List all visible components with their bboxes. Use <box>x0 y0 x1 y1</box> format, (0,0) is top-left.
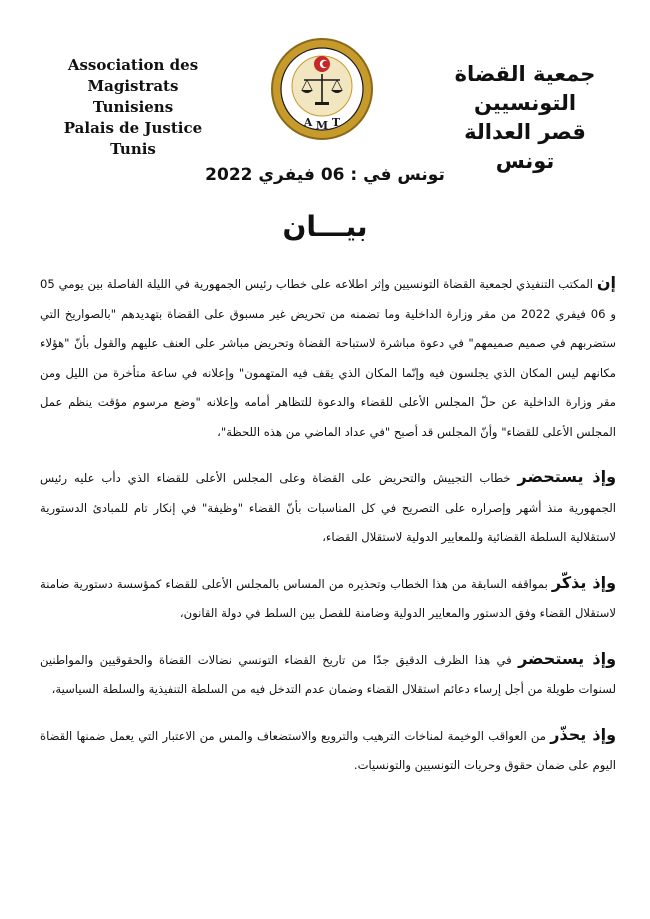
header-arabic-block <box>430 60 620 176</box>
header-fr-line: Palais de Justice <box>63 119 203 137</box>
statement-paragraph <box>40 462 616 553</box>
header-french-block <box>38 55 228 160</box>
paragraph-text: خطاب التجييش والتحريض على القضاة وعلى المجلس الأعلى للقضاء الذي دأب عليه رئيس الجمهورية منذ أشهر وإصراره على التصريح في كل المناسبات بأنّ القضاء "وظيفة" في إنكار تام للمبادئ الدستورية لاستقلالية السلطة القضائية وللمعايير الدولية لاستقلال القضاء، <box>40 471 616 544</box>
document-title: بيـــان <box>282 210 368 243</box>
paragraph-lead: إن <box>596 273 616 292</box>
header-ar-line: قصر العدالة <box>464 120 586 144</box>
statement-paragraph <box>40 268 616 447</box>
paragraph-text: من العواقب الوخيمة لمناخات الترهيب والترويع والاستضعاف والمس من الاعتبار التي يعمل ضمنها القضاة اليوم على ضمان حقوق وحريات التونسيين والتونسيات. <box>40 728 616 772</box>
logo-letter: A <box>303 116 313 129</box>
paragraph-lead: وإذ يستحضر <box>518 648 617 668</box>
paragraph-text: في هذا الظرف الدقيق جدّا من تاريخ القضاء التونسي نضالات القضاة والحقوقيين والمواطنين لسنوات طويلة من أجل إرساء دعائم استقلال القضاء وضمان عدم التدخل فيه من السلطة التنفيذية والسلطة السياسية، <box>40 652 616 696</box>
header-fr-line: Tunis <box>110 140 156 158</box>
document-date: تونس في : 06 فيفري 2022 <box>205 165 445 185</box>
paragraph-lead: وإذ يحذّر <box>550 724 617 744</box>
header-fr-line: Association des Magistrats <box>67 56 199 95</box>
paragraph-lead: وإذ يستحضر <box>517 467 617 486</box>
header-fr-line: Tunisiens <box>92 98 174 116</box>
statement-body <box>40 268 616 796</box>
header-ar-line: تونس <box>495 149 555 173</box>
paragraph-lead: وإذ يذكّر <box>551 572 617 592</box>
paragraph-text: بمواقفه السابقة من هذا الخطاب وتحذيره من المساس بالمجلس الأعلى للقضاء كمؤسسة دستورية ضامنة لاستقلال القضاء وفق الدستور والمعايير الدولية وضامنة للفصل بين السلط في دولة القانون، <box>40 576 616 620</box>
header-ar-line: جمعية القضاة التونسيين <box>454 62 596 115</box>
statement-paragraph <box>40 644 616 705</box>
statement-paragraph <box>40 568 616 629</box>
association-seal-logo <box>269 34 375 144</box>
statement-paragraph <box>40 720 616 781</box>
logo-letter: T <box>331 116 341 129</box>
paragraph-text: المكتب التنفيذي لجمعية القضاة التونسيين وإثر اطلاعه على خطاب رئيس الجمهورية في الليلة الفاصلة بين يومي 05 و 06 فيفري 2022 من مقر وزارة الداخلية وما تضمنه من تحريض غير مسبوق على القضاة بتهديدهم "بالصواريخ التي ستضربهم في صميم صميمهم" في دعوة مباشرة لاستباحة القضاة وتحريض مباشر على العنف عليهم والقول بأنّ "هؤلاء مكانهم ليس المكان الذي يجلسون فيه وإنّما المكان الذي يقف فيه المتهمون" وإعلانه في ساعة متأخرة من الليل ومن مقر وزارة الداخلية عن حلّ المجلس الأعلى للقضاء والدعوة للتظاهر أمامه وإعلانه "وضع مرسوم مؤقت ينظم عمل المجلس الأعلى للقضاء" وأنّ المجلس قد أصبح "في عداد الماضي من هذه اللحظة"، <box>40 277 617 439</box>
logo-letter: M <box>315 119 329 132</box>
